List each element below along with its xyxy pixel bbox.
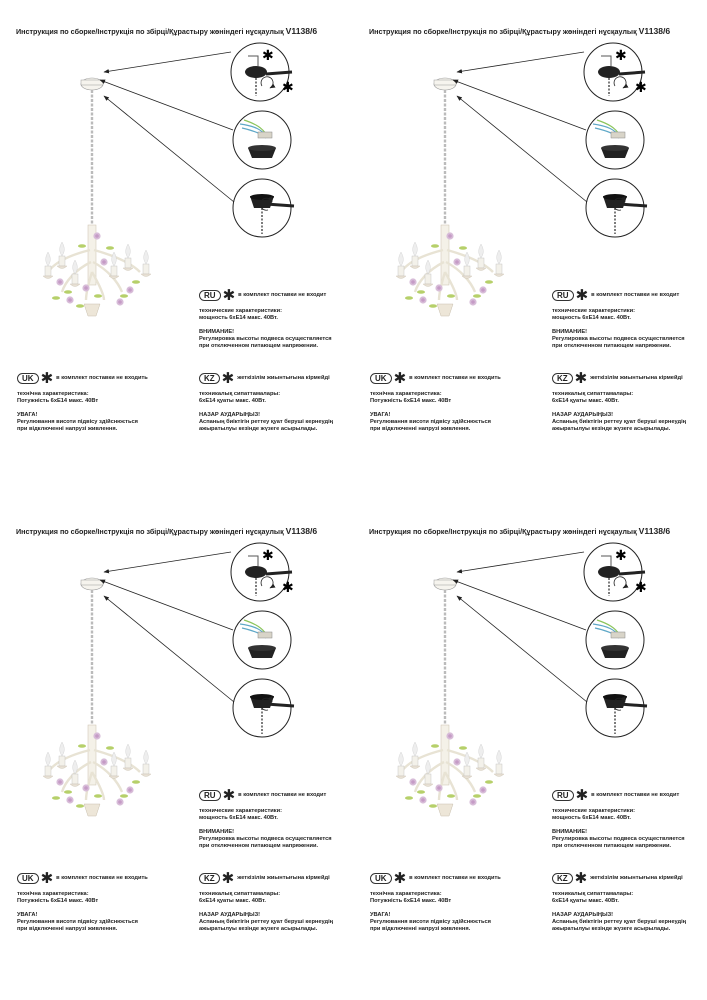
instruction-panel [0, 500, 353, 1000]
asterisk-icon: ✱ [575, 787, 589, 804]
asterisk-icon: ✱ [222, 787, 236, 804]
page-title: Инструкция по сборке/Інструкція по збірці/Құрастыру жөніндегі нұсқаулық V1138/6 [16, 526, 318, 536]
kz-block: KZ ✱ жеткізілім жиынтығына кірмейді техникалық сипаттамалары: 6хЕ14 қуаты макс. 40Вт. НАЗАР АУДАРЫҢЫЗ! Аспаның биіктігін реттеу қуат беруші кернеудің ажыратылуы кезінде жүзеге асырылады. [552, 870, 687, 932]
kz-block: KZ ✱ жеткізілім жиынтығына кірмейді техникалық сипаттамалары: 6хЕ14 қуаты макс. 40Вт. НАЗАР АУДАРЫҢЫЗ! Аспаның биіктігін реттеу қуат беруші кернеудің ажыратылуы кезінде жүзеге асырылады. [199, 370, 334, 432]
page-title: Инструкция по сборке/Інструкція по збірці/Құрастыру жөніндегі нұсқаулық V1138/6 [369, 526, 671, 536]
instruction-panel [353, 500, 706, 1000]
page-title: Инструкция по сборке/Інструкція по збірці/Құрастыру жөніндегі нұсқаулық V1138/6 [369, 26, 671, 36]
asterisk-icon: ✱ [222, 287, 236, 304]
kz-block: KZ ✱ жеткізілім жиынтығына кірмейді техникалық сипаттамалары: 6хЕ14 қуаты макс. 40Вт. НАЗАР АУДАРЫҢЫЗ! Аспаның биіктігін реттеу қуат беруші кернеудің ажыратылуы кезінде жүзеге асырылады. [199, 870, 334, 932]
asterisk-icon: ✱ [574, 370, 588, 387]
ru-block: RU ✱ в комплект поставки не входит технические характеристики: мощность 6хЕ14 макс. 40Вт. ВНИМАНИЕ! Регулировка высоты подвеса осуществляется при отключенном питающем напряжении. [199, 287, 332, 349]
ru-block: RU ✱ в комплект поставки не входит технические характеристики: мощность 6хЕ14 макс. 40Вт. ВНИМАНИЕ! Регулировка высоты подвеса осуществляется при отключенном питающем напряжении. [552, 287, 685, 349]
uk-badge: UK [17, 873, 39, 884]
instruction-panel [353, 0, 706, 500]
asterisk-icon: ✱ [221, 370, 235, 387]
asterisk-icon: ✱ [40, 370, 54, 387]
ru-block: RU ✱ в комплект поставки не входит технические характеристики: мощность 6хЕ14 макс. 40Вт. ВНИМАНИЕ! Регулировка высоты подвеса осуществляется при отключенном питающем напряжении. [552, 787, 685, 849]
ru-block: RU ✱ в комплект поставки не входит технические характеристики: мощность 6хЕ14 макс. 40Вт. ВНИМАНИЕ! Регулировка высоты подвеса осуществляется при отключенном питающем напряжении. [199, 787, 332, 849]
kz-badge: KZ [199, 873, 220, 884]
uk-block: UK ✱ в комплект поставки не входить технічна характеристика: Потужність 6хЕ14 макс. 40Вт УВАГА! Регулювання висоти підвісу здійснюється при відключенні напрузі живлення. [370, 870, 501, 932]
asterisk-icon: ✱ [393, 370, 407, 387]
uk-badge: UK [17, 373, 39, 384]
ru-badge: RU [552, 290, 574, 301]
kz-badge: KZ [552, 373, 573, 384]
asterisk-icon: ✱ [393, 870, 407, 887]
kz-badge: KZ [552, 873, 573, 884]
asterisk-icon: ✱ [40, 870, 54, 887]
ru-badge: RU [552, 790, 574, 801]
uk-block: UK ✱ в комплект поставки не входить технічна характеристика: Потужність 6хЕ14 макс. 40Вт УВАГА! Регулювання висоти підвісу здійснюється при відключенні напрузі живлення. [17, 370, 148, 432]
instruction-panel [0, 0, 353, 500]
uk-block: UK ✱ в комплект поставки не входить технічна характеристика: Потужність 6хЕ14 макс. 40Вт УВАГА! Регулювання висоти підвісу здійснюється при відключенні напрузі живлення. [17, 870, 148, 932]
ru-badge: RU [199, 290, 221, 301]
uk-block: UK ✱ в комплект поставки не входить технічна характеристика: Потужність 6хЕ14 макс. 40Вт УВАГА! Регулювання висоти підвісу здійснюється при відключенні напрузі живлення. [370, 370, 501, 432]
kz-block: KZ ✱ жеткізілім жиынтығына кірмейді техникалық сипаттамалары: 6хЕ14 қуаты макс. 40Вт. НАЗАР АУДАРЫҢЫЗ! Аспаның биіктігін реттеу қуат беруші кернеудің ажыратылуы кезінде жүзеге асырылады. [552, 370, 687, 432]
page-title: Инструкция по сборке/Інструкція по збірці/Құрастыру жөніндегі нұсқаулық V1138/6 [16, 26, 318, 36]
kz-badge: KZ [199, 373, 220, 384]
asterisk-icon: ✱ [575, 287, 589, 304]
asterisk-icon: ✱ [221, 870, 235, 887]
uk-badge: UK [370, 873, 392, 884]
ru-badge: RU [199, 790, 221, 801]
uk-badge: UK [370, 373, 392, 384]
asterisk-icon: ✱ [574, 870, 588, 887]
